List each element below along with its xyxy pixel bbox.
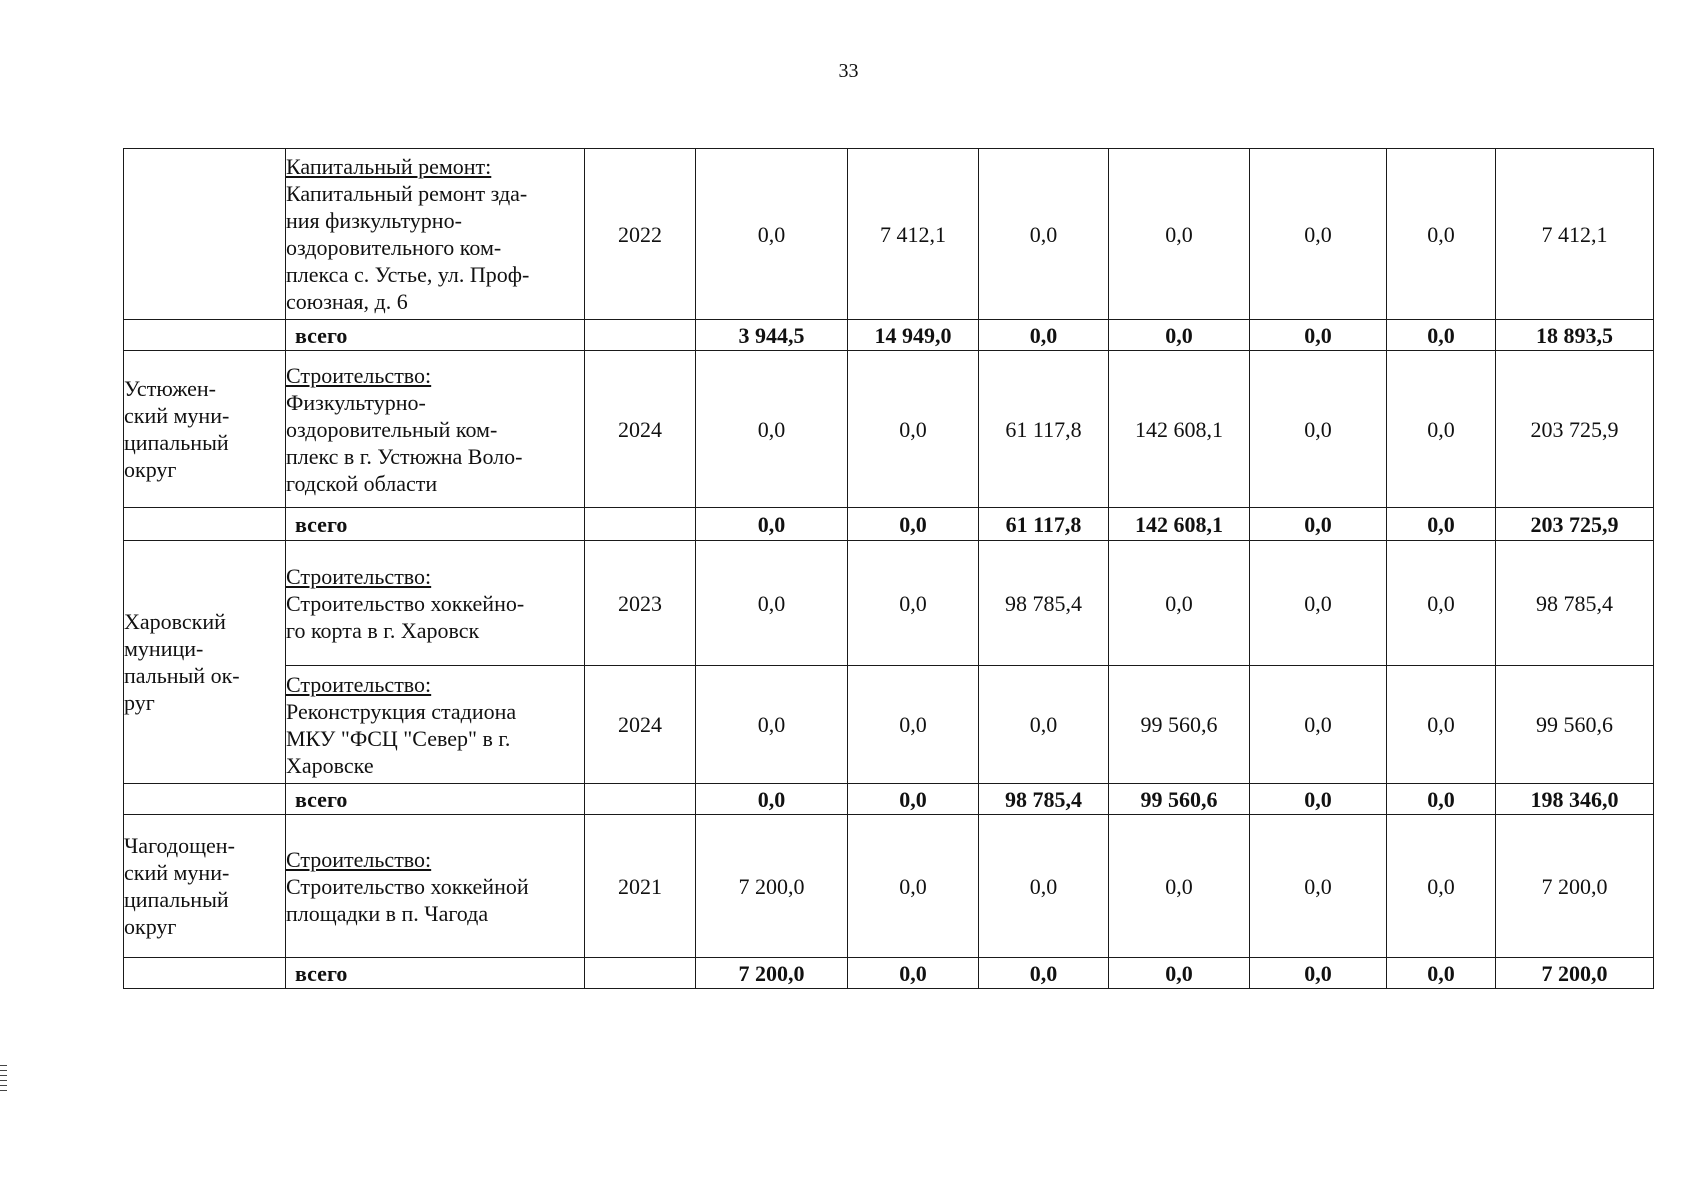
object-cell	[286, 541, 585, 666]
value-cell: 0,0	[1250, 784, 1387, 815]
value-cell: 0,0	[1250, 351, 1387, 508]
value-cell: 0,0	[1250, 508, 1387, 541]
empty-cell	[124, 958, 286, 989]
value-cell: 0,0	[696, 541, 848, 666]
empty-cell	[585, 784, 696, 815]
total-value-cell: 198 346,0	[1496, 784, 1654, 815]
table-row	[124, 351, 1654, 508]
edge-mark	[0, 1080, 7, 1081]
work-type-label: Капитальный ремонт:	[286, 154, 492, 179]
total-label: всего	[286, 784, 585, 815]
value-cell: 0,0	[1109, 541, 1250, 666]
table-row	[124, 666, 1654, 784]
total-value-cell: 18 893,5	[1496, 320, 1654, 351]
value-cell: 0,0	[979, 149, 1109, 320]
value-cell: 0,0	[848, 784, 979, 815]
object-description: Строительство хоккейной площадки в п. Чагода	[286, 873, 529, 926]
total-value-cell: 7 200,0	[1496, 815, 1654, 958]
value-cell: 0,0	[979, 958, 1109, 989]
table-row	[124, 815, 1654, 958]
work-type-label: Строительство:	[286, 671, 432, 697]
budget-table	[123, 148, 1654, 989]
value-cell: 0,0	[848, 958, 979, 989]
year-cell: 2024	[585, 351, 696, 508]
value-cell: 0,0	[696, 784, 848, 815]
total-value-cell: 7 412,1	[1496, 149, 1654, 320]
region-cell: Чагодощен- ский муни- ципальный округ	[124, 815, 286, 958]
value-cell: 0,0	[1387, 320, 1496, 351]
object-cell	[286, 351, 585, 508]
value-cell: 0,0	[848, 815, 979, 958]
object-description: Реконструкция стадиона МКУ "ФСЦ "Север" в г. Харовске	[286, 698, 517, 778]
total-label: всего	[286, 958, 585, 989]
total-label: всего	[286, 508, 585, 541]
value-cell: 99 560,6	[1109, 784, 1250, 815]
total-value-cell: 203 725,9	[1496, 351, 1654, 508]
value-cell: 0,0	[1387, 541, 1496, 666]
object-cell	[286, 815, 585, 958]
region-cell: Устюжен- ский муни- ципальный округ	[124, 351, 286, 508]
object-description: Строительство хоккейно- го корта в г. Харовск	[286, 590, 525, 643]
value-cell: 7 200,0	[696, 815, 848, 958]
total-value-cell: 99 560,6	[1496, 666, 1654, 784]
region-cell	[124, 149, 286, 320]
value-cell: 61 117,8	[979, 351, 1109, 508]
value-cell: 0,0	[1250, 815, 1387, 958]
value-cell: 0,0	[1109, 958, 1250, 989]
value-cell: 0,0	[1109, 149, 1250, 320]
object-cell	[286, 666, 585, 784]
year-cell: 2021	[585, 815, 696, 958]
value-cell: 0,0	[1250, 666, 1387, 784]
value-cell: 0,0	[696, 351, 848, 508]
total-value-cell: 98 785,4	[1496, 541, 1654, 666]
total-row	[124, 958, 1654, 989]
empty-cell	[585, 508, 696, 541]
value-cell: 0,0	[848, 351, 979, 508]
region-cell: Харовский муници- пальный ок- руг	[124, 541, 286, 784]
value-cell: 0,0	[1250, 958, 1387, 989]
year-cell: 2022	[585, 149, 696, 320]
value-cell: 0,0	[1250, 149, 1387, 320]
edge-mark	[0, 1065, 7, 1066]
value-cell: 0,0	[979, 815, 1109, 958]
object-description: Физкультурно- оздоровительный ком- плекс в г. Устюжна Воло- годской области	[286, 389, 523, 496]
value-cell: 0,0	[979, 320, 1109, 351]
value-cell: 61 117,8	[979, 508, 1109, 541]
total-row	[124, 320, 1654, 351]
page-number: 33	[838, 60, 859, 82]
value-cell: 0,0	[1109, 320, 1250, 351]
value-cell: 0,0	[1250, 320, 1387, 351]
empty-cell	[124, 508, 286, 541]
table-row	[124, 541, 1654, 666]
value-cell: 0,0	[848, 541, 979, 666]
work-type-label: Строительство:	[286, 846, 432, 872]
value-cell: 99 560,6	[1109, 666, 1250, 784]
total-row	[124, 508, 1654, 541]
value-cell: 7 412,1	[848, 149, 979, 320]
value-cell: 98 785,4	[979, 541, 1109, 666]
value-cell: 0,0	[979, 666, 1109, 784]
object-description: Капитальный ремонт зда- ния физкультурно- оздоровительного ком- плекса с. Устье, ул. Проф- союзная, д. 6	[286, 181, 530, 314]
value-cell: 142 608,1	[1109, 508, 1250, 541]
value-cell: 0,0	[1387, 149, 1496, 320]
scan-edge-marks	[0, 1065, 8, 1095]
work-type-label: Строительство:	[286, 563, 432, 589]
value-cell: 0,0	[1387, 815, 1496, 958]
value-cell: 14 949,0	[848, 320, 979, 351]
edge-mark	[0, 1085, 7, 1086]
total-row	[124, 784, 1654, 815]
table-row	[124, 149, 1654, 320]
value-cell: 0,0	[1387, 351, 1496, 508]
value-cell: 0,0	[1387, 508, 1496, 541]
total-label: всего	[286, 320, 585, 351]
value-cell: 7 200,0	[696, 958, 848, 989]
edge-mark	[0, 1090, 7, 1091]
work-type-label: Строительство:	[286, 362, 432, 388]
value-cell: 3 944,5	[696, 320, 848, 351]
value-cell: 0,0	[1387, 666, 1496, 784]
empty-cell	[585, 958, 696, 989]
value-cell: 142 608,1	[1109, 351, 1250, 508]
value-cell: 0,0	[848, 666, 979, 784]
total-value-cell: 203 725,9	[1496, 508, 1654, 541]
value-cell: 0,0	[1250, 541, 1387, 666]
value-cell: 0,0	[848, 508, 979, 541]
value-cell: 0,0	[1387, 784, 1496, 815]
empty-cell	[585, 320, 696, 351]
empty-cell	[124, 320, 286, 351]
value-cell: 0,0	[696, 666, 848, 784]
total-value-cell: 7 200,0	[1496, 958, 1654, 989]
value-cell: 98 785,4	[979, 784, 1109, 815]
year-cell: 2023	[585, 541, 696, 666]
value-cell: 0,0	[696, 149, 848, 320]
value-cell: 0,0	[1387, 958, 1496, 989]
value-cell: 0,0	[1109, 815, 1250, 958]
empty-cell	[124, 784, 286, 815]
year-cell: 2024	[585, 666, 696, 784]
object-cell	[286, 149, 585, 320]
value-cell: 0,0	[696, 508, 848, 541]
edge-mark	[0, 1075, 7, 1076]
edge-mark	[0, 1070, 7, 1071]
